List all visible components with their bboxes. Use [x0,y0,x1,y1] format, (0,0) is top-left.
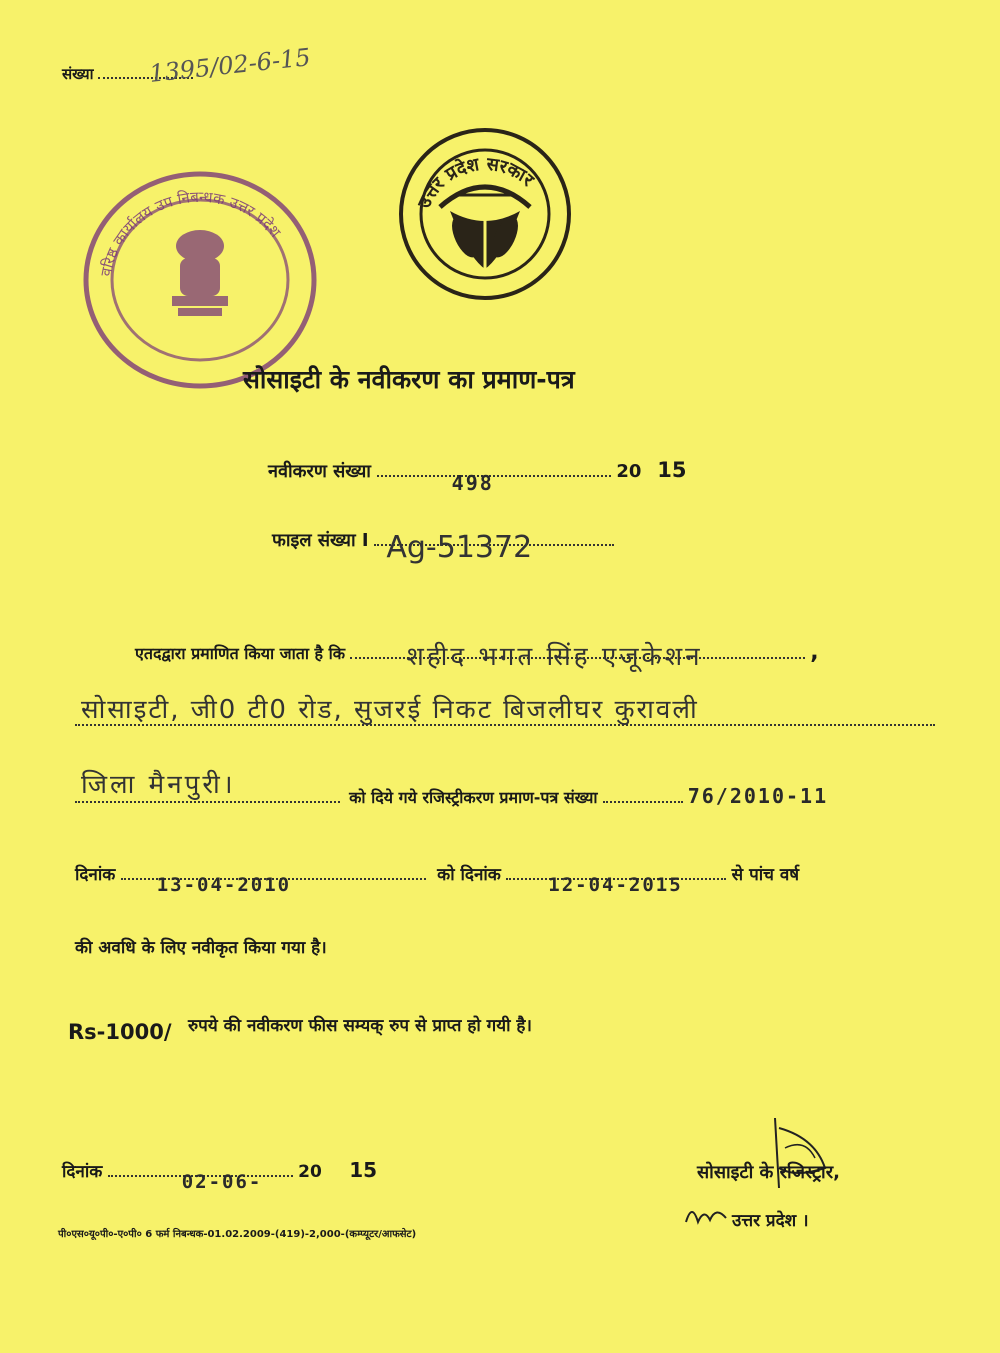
renewal-date-value: 12-04-2015 [548,874,683,896]
renewal-year-suffix: 15 [657,458,687,482]
society-name-line-2: सोसाइटी, जी0 टी0 रोड, सुजरई निकट बिजलीघर कुरावली [81,695,699,725]
registrar-state: उत्तर प्रदेश । [732,1211,809,1231]
renewal-number-label: नवीकरण संख्या [268,461,371,482]
reference-handwritten-value: 1395/02-6-15 [148,43,312,88]
registration-number: 76/2010-11 [687,784,829,808]
file-number-label: फाइल संख्या I [272,530,369,551]
renewal-from-label: को दिनांक [437,865,501,885]
dates-line [75,862,800,896]
certify-comma: , [810,640,819,665]
issue-year-prefix: 20 [298,1162,322,1182]
file-number-value: Ag-51372 [386,530,533,565]
page-title: सोसाइटी के नवीकरण का प्रमाण-पत्र [243,365,575,394]
registrar-signature [755,1108,855,1202]
fee-text: रुपये की नवीकरण फीस सम्यक् रुप से प्राप्त हो गयी है। [188,1016,532,1036]
certify-line-1 [135,640,819,672]
file-number-line [272,528,614,565]
seal-text: वरिष्ठ कार्यालय उप निबन्धक उत्तर प्रदेश [96,187,285,278]
issue-date-line [62,1158,378,1193]
certify-line-3 [75,765,828,808]
fee-amount: Rs-1000/ [68,1020,172,1044]
certify-prefix: एतदद्वारा प्रमाणित किया जाता है कि [135,644,346,663]
period-suffix: से पांच वर्ष [731,865,800,885]
registrar-title: सोसाइटी के रजिस्ट्रार, [697,1162,840,1183]
issue-date-label: दिनांक [62,1162,103,1182]
print-code: पी०एस०यू०पी०-ए०पी० 6 फर्म निबन्धक-01.02.2009-(419)-2,000-(कम्प्यूटर/आफसेट) [58,1229,417,1240]
renewal-year-prefix: 20 [616,461,642,482]
issue-year-suffix: 15 [349,1158,378,1182]
period-line: की अवधि के लिए नवीकृत किया गया है। [75,938,327,958]
reference-label: संख्या [62,65,94,83]
emblem-text: उत्तर प्रदेश सरकार [413,153,538,212]
renewal-number-line [268,458,687,495]
date-label: दिनांक [75,865,116,885]
official-seal [80,168,320,393]
registrar-initials [682,1200,732,1234]
registration-label: को दिये गये रजिस्ट्रीकरण प्रमाण-पत्र संख्या [349,788,598,807]
up-government-emblem [398,127,573,302]
society-name-line-1: शहीद भगत सिंह एजूकेशन [406,642,703,672]
certify-line-2 [75,690,935,730]
society-name-line-3: जिला मैनपुरी। [81,770,236,800]
registration-date-value: 13-04-2010 [156,874,292,896]
issue-date-value: 02-06- [181,1171,263,1193]
renewal-number-value: 498 [451,471,494,495]
